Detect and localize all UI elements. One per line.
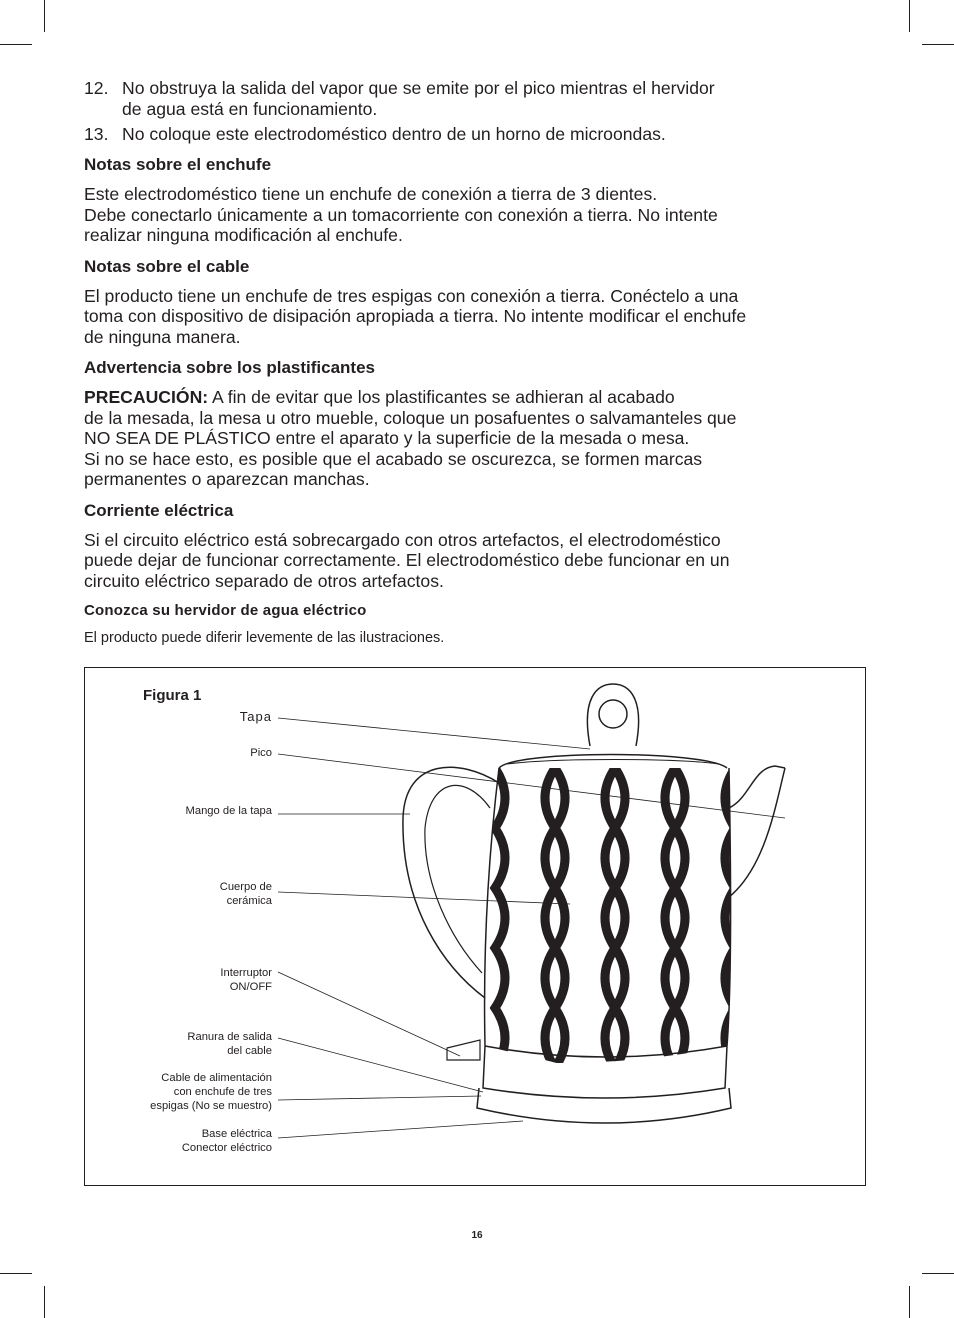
list-item bbox=[84, 124, 874, 145]
page-number: 16 bbox=[471, 1230, 483, 1241]
leader-lines bbox=[278, 718, 785, 1138]
heading-enchufe: Notas sobre el enchufe bbox=[84, 155, 272, 174]
numbered-list bbox=[84, 78, 874, 145]
list-number: 13. bbox=[84, 124, 109, 144]
label-ranura: Ranura de salida del cable bbox=[187, 1031, 272, 1057]
paragraph-cable: El producto tiene un enchufe de tres espigas con conexión a tierra. Conéctelo a una toma con dispositivo de disipación apropiada a tierra. No intente modificar el enchufe de ninguna manera. bbox=[84, 285, 747, 347]
lid-rim bbox=[507, 760, 719, 765]
list-text: No coloque este electrodoméstico dentro de un horno de microondas. bbox=[122, 124, 666, 144]
list-number: 12. bbox=[84, 78, 109, 98]
label-base: Base eléctrica Conector eléctrico bbox=[181, 1128, 272, 1154]
lid-knob-hole bbox=[599, 700, 627, 728]
crop-mark bbox=[44, 1286, 45, 1318]
label-cuerpo: Cuerpo de cerámica bbox=[219, 881, 272, 907]
page-content bbox=[84, 78, 874, 647]
switch bbox=[447, 1040, 480, 1060]
crop-mark bbox=[0, 1273, 32, 1274]
figure-title: Figura 1 bbox=[143, 687, 202, 704]
label-interruptor: Interruptor ON/OFF bbox=[220, 967, 272, 993]
trellis-pattern bbox=[495, 768, 735, 1068]
crop-mark bbox=[922, 1273, 954, 1274]
heading-plastificantes: Advertencia sobre los plastificantes bbox=[84, 358, 375, 377]
heading-conozca: Conozca su hervidor de agua eléctrico bbox=[84, 602, 367, 619]
caution-text: A fin de evitar que los plastificantes se adhieran al acabado de la mesada, la mesa u otro mueble, coloque un posafuentes o salvamanteles que NO SEA DE PLÁSTICO entre el aparato y la superficie de la mesada o mesa. Si no se hace esto, es posible que el acabado se oscurezca, se formen marcas permanentes o aparezcan manchas. bbox=[84, 387, 737, 489]
paragraph-conozca: El producto puede diferir levemente de las ilustraciones. bbox=[84, 630, 445, 646]
heading-cable: Notas sobre el cable bbox=[84, 256, 250, 276]
crop-mark bbox=[909, 0, 910, 32]
crop-mark bbox=[44, 0, 45, 32]
spout-bottom bbox=[728, 768, 785, 898]
lid-knob bbox=[587, 684, 638, 746]
paragraph-enchufe: Este electrodoméstico tiene un enchufe de conexión a tierra de 3 dientes. Debe conectarlo únicamente a un tomacorriente con conexión a tierra. No intente realizar ninguna modificación al enchufe. bbox=[84, 184, 718, 245]
figure-kettle bbox=[84, 667, 866, 1186]
crop-mark bbox=[909, 1286, 910, 1318]
list-item bbox=[84, 78, 874, 120]
caution-label: PRECAUCIÓN: bbox=[84, 387, 209, 407]
crop-mark bbox=[0, 44, 32, 45]
heading-corriente: Corriente eléctrica bbox=[84, 500, 234, 520]
label-tapa: Tapa bbox=[239, 709, 272, 724]
handle-inner bbox=[425, 785, 490, 973]
label-cable: Cable de alimentación con enchufe de tres espigas (No se muestro) bbox=[150, 1072, 272, 1112]
list-text: No obstruya la salida del vapor que se emite por el pico mientras el hervidor de agua está en funcionamiento. bbox=[122, 78, 715, 119]
paragraph-plastificantes bbox=[84, 387, 874, 490]
crop-mark bbox=[922, 44, 954, 45]
paragraph-corriente: Si el circuito eléctrico está sobrecargado con otros artefactos, el electrodoméstico puede dejar de funcionar correctamente. El electrodoméstico debe funcionar en un circuito eléctrico separado de otros artefactos. bbox=[84, 529, 730, 591]
label-mango: Mango de la tapa bbox=[185, 805, 272, 817]
label-pico: Pico bbox=[250, 747, 272, 759]
